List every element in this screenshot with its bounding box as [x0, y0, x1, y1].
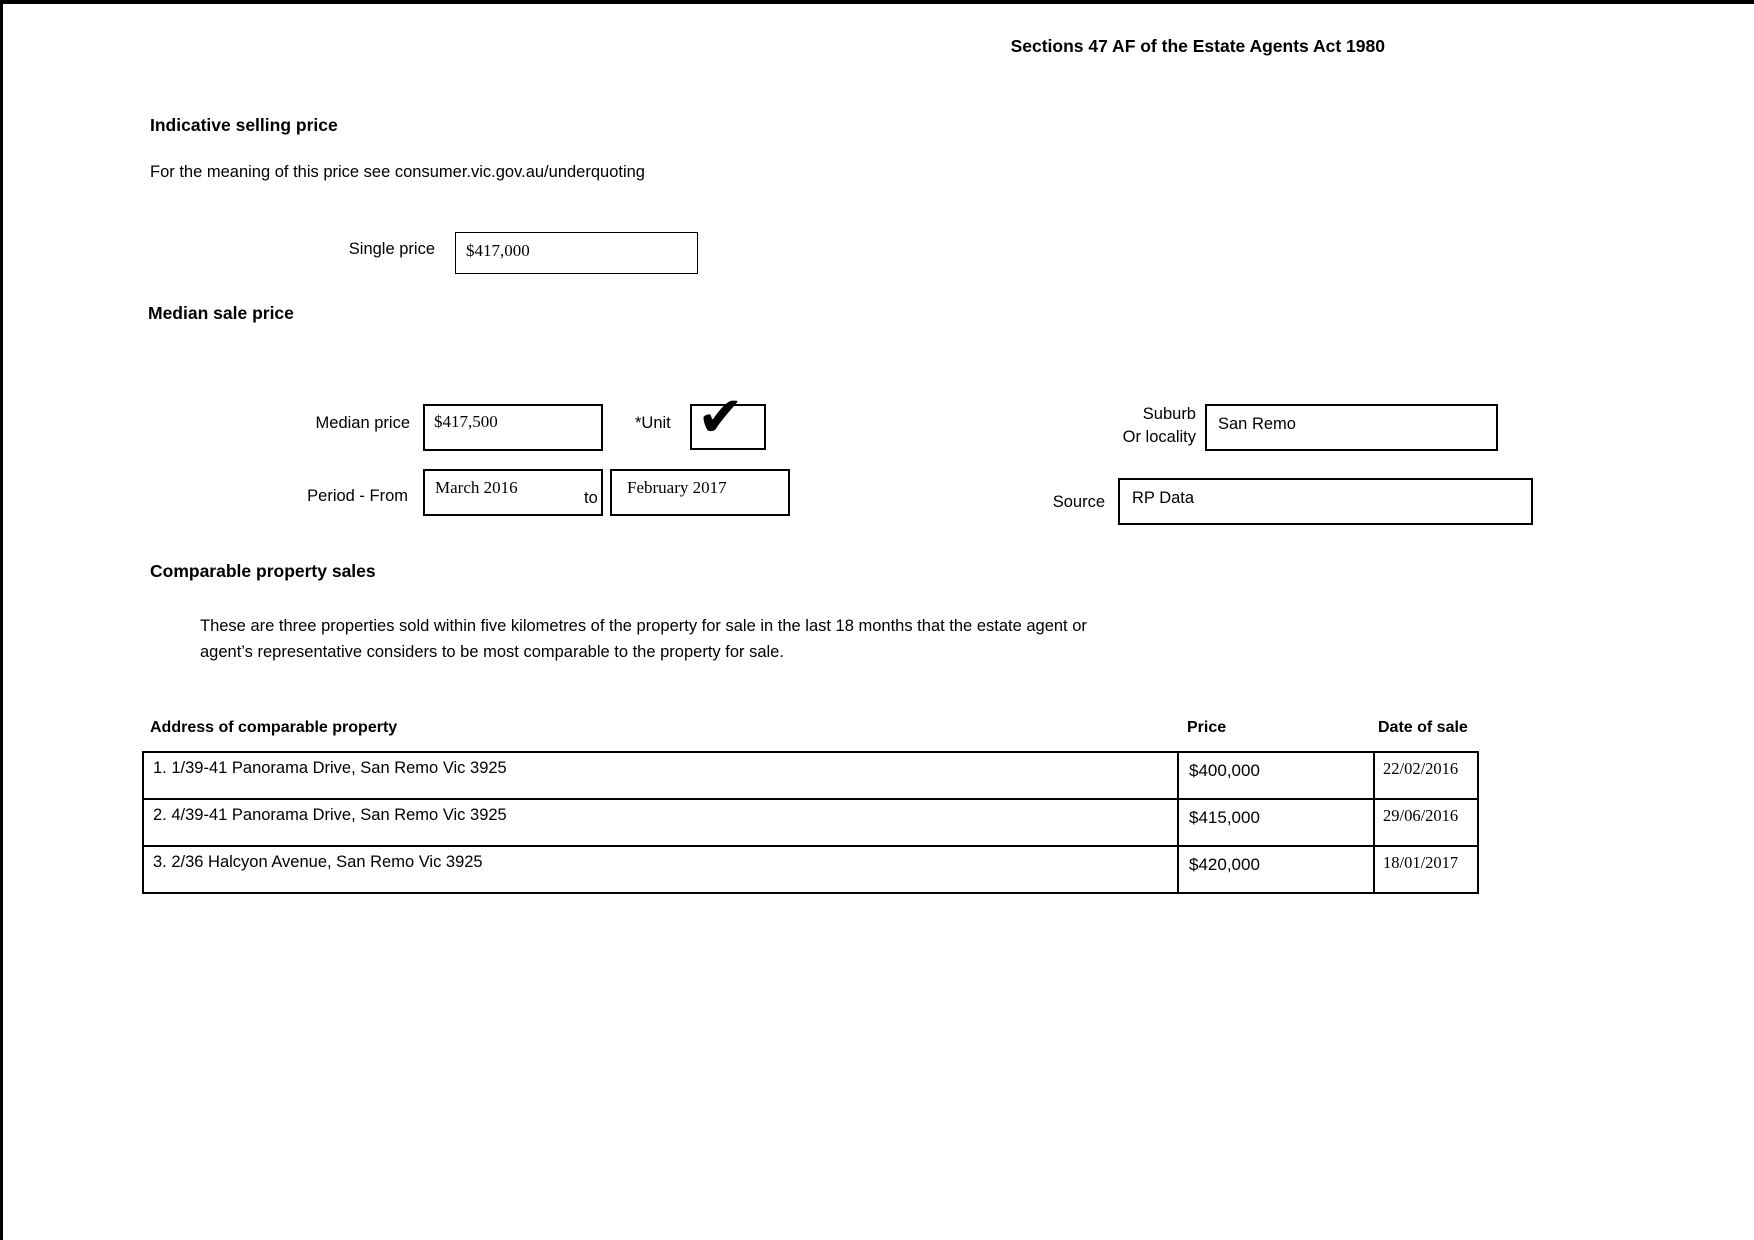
column-header-date-of-sale: Date of sale — [1378, 719, 1468, 736]
address-cell: 1. 1/39-41 Panorama Drive, San Remo Vic 3925 — [143, 752, 1178, 799]
period-from-label: Period - From — [307, 487, 408, 505]
comparable-sales-table — [142, 751, 1479, 894]
column-header-price: Price — [1187, 719, 1227, 736]
single-price-label: Single price — [348, 240, 435, 258]
median-sale-price-heading: Median sale price — [148, 303, 294, 323]
comparable-property-sales-heading: Comparable property sales — [150, 561, 376, 581]
median-price-label: Median price — [315, 414, 410, 432]
suburb-label-line2: Or locality — [1122, 427, 1196, 446]
source-label: Source — [1052, 493, 1105, 511]
period-to-value: February 2017 — [627, 478, 727, 497]
table-row — [143, 799, 1478, 846]
suburb-value: San Remo — [1218, 415, 1296, 433]
unit-checkbox[interactable] — [690, 385, 766, 450]
price-cell: $400,000 — [1178, 752, 1374, 799]
page-left-border — [0, 0, 3, 1240]
period-from-value: March 2016 — [435, 478, 518, 497]
document-header-title: Sections 47 AF of the Estate Agents Act 1980 — [1010, 36, 1385, 56]
unit-label: *Unit — [635, 414, 671, 432]
comparable-description-line2: agent’s representative considers to be most comparable to the property for sale. — [200, 642, 784, 661]
single-price-field[interactable] — [455, 232, 698, 274]
indicative-selling-price-heading: Indicative selling price — [150, 115, 338, 135]
underquoting-note: For the meaning of this price see consumer.vic.gov.au/underquoting — [150, 163, 645, 181]
page-top-border — [0, 0, 1754, 4]
column-header-address: Address of comparable property — [150, 719, 398, 736]
table-row — [143, 846, 1478, 893]
suburb-label-line1: Suburb — [1142, 405, 1196, 423]
to-label: to — [584, 489, 598, 507]
table-row — [143, 752, 1478, 799]
single-price-value: $417,000 — [466, 241, 530, 260]
suburb-or-locality-label — [1000, 403, 1196, 448]
period-from-field[interactable] — [423, 469, 603, 516]
comparable-description — [200, 614, 1460, 665]
comparable-description-line1: These are three properties sold within five kilometres of the property for sale in the last 18 months that the estate agent or — [200, 617, 1087, 635]
source-value: RP Data — [1132, 489, 1195, 507]
median-price-field[interactable] — [423, 404, 603, 451]
date-of-sale-cell: 18/01/2017 — [1374, 846, 1478, 893]
source-field[interactable] — [1118, 478, 1533, 525]
checkmark-icon: ✔ — [697, 385, 744, 450]
address-cell: 3. 2/36 Halcyon Avenue, San Remo Vic 3925 — [143, 846, 1178, 893]
address-cell: 2. 4/39-41 Panorama Drive, San Remo Vic 3925 — [143, 799, 1178, 846]
date-of-sale-cell: 22/02/2016 — [1374, 752, 1478, 799]
price-cell: $415,000 — [1178, 799, 1374, 846]
median-price-value: $417,500 — [434, 412, 498, 431]
suburb-field[interactable] — [1205, 404, 1498, 451]
price-cell: $420,000 — [1178, 846, 1374, 893]
date-of-sale-cell: 29/06/2016 — [1374, 799, 1478, 846]
period-to-field[interactable] — [610, 469, 790, 516]
